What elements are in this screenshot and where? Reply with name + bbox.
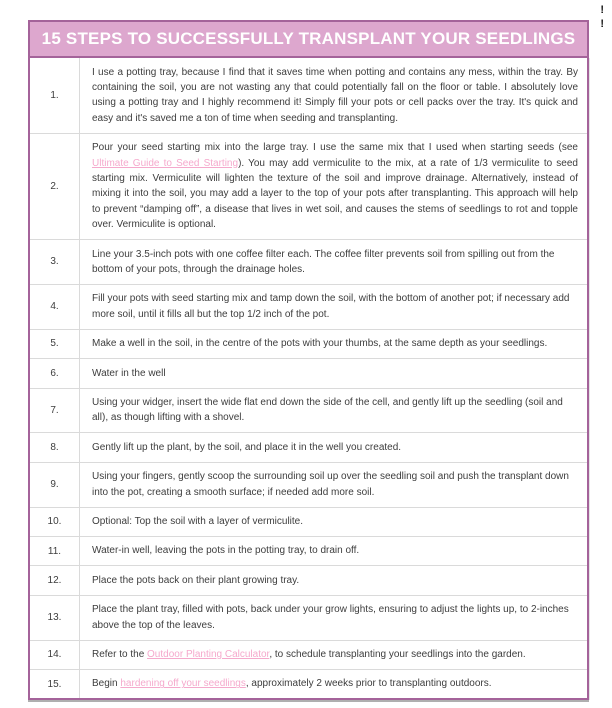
- step-text: [80, 566, 587, 594]
- step-text-segment: ). You may add vermiculite to the mix, at a rate of 1/3 vermiculite to seed starting mix. Vermiculite will lighten the texture of the soil and improve drainage. Alternatively, instead of mixing it into the soil, you may add a layer to the top of your pots after transplanting. This approach will help to prevent “damping off”, a disease that lives in wet soil, and causes the stems of seedlings to rot and topple over. Vermiculite is optional.: [92, 157, 578, 231]
- step-text-segment: Water-in well, leaving the pots in the potting tray, to drain off.: [92, 545, 360, 557]
- exclamation-mark: !: [600, 4, 604, 16]
- steps-table-body: [30, 58, 587, 698]
- step-number: 3.: [30, 240, 80, 284]
- step-number: 1.: [30, 58, 80, 133]
- step-text: [80, 240, 587, 284]
- step-text-segment: , to schedule transplanting your seedlings into the garden.: [269, 649, 526, 661]
- table-row: [30, 595, 587, 640]
- step-number: 4.: [30, 285, 80, 329]
- step-text-segment: Using your fingers, gently scoop the surrounding soil up over the seedling soil and push the transplant down into the pot, creating a smooth surface; if needed add more soil.: [92, 471, 569, 498]
- step-text: [80, 670, 587, 698]
- table-row: [30, 358, 587, 387]
- step-number: 14.: [30, 641, 80, 669]
- step-text: [80, 58, 587, 133]
- step-number: 2.: [30, 134, 80, 239]
- step-text-segment: Begin: [92, 678, 121, 690]
- table-row: [30, 432, 587, 461]
- title-banner: [28, 20, 589, 58]
- page-title: 15 STEPS TO SUCCESSFULLY TRANSPLANT YOUR SEEDLINGS: [41, 29, 576, 48]
- step-text-segment: Optional: Top the soil with a layer of vermiculite.: [92, 516, 304, 528]
- step-link[interactable]: hardening off your seedlings: [120, 678, 246, 690]
- step-text: [80, 596, 587, 640]
- document: [28, 20, 589, 700]
- table-row: [30, 329, 587, 358]
- step-text: [80, 641, 587, 669]
- step-text-segment: Pour your seed starting mix into the large tray. I use the same mix that I used when starting seeds (see: [92, 142, 578, 154]
- table-row: [30, 640, 587, 669]
- step-text: [80, 433, 587, 461]
- step-number: 15.: [30, 670, 80, 698]
- step-number: 9.: [30, 463, 80, 507]
- step-number: 5.: [30, 330, 80, 358]
- table-row: [30, 462, 587, 507]
- step-text-segment: Gently lift up the plant, by the soil, and place it in the well you created.: [92, 441, 402, 453]
- table-row: [30, 536, 587, 565]
- table-row: [30, 669, 587, 698]
- step-link[interactable]: Outdoor Planting Calculator: [147, 649, 270, 661]
- step-text: [80, 285, 587, 329]
- step-number: 6.: [30, 359, 80, 387]
- step-text-segment: Place the plant tray, filled with pots, back under your grow lights, ensuring to adjust the lights up, to 2-inches above the top of the leaves.: [92, 604, 569, 631]
- step-text-segment: , approximately 2 weeks prior to transplanting outdoors.: [245, 678, 492, 690]
- step-text-segment: Make a well in the soil, in the centre of the pots with your thumbs, at the same depth as your seedlings.: [92, 338, 548, 350]
- table-row: [30, 507, 587, 536]
- step-text-segment: Water in the well: [92, 367, 166, 379]
- step-number: 12.: [30, 566, 80, 594]
- step-text: [80, 537, 587, 565]
- step-text: [80, 508, 587, 536]
- table-row: [30, 388, 587, 433]
- step-text: [80, 463, 587, 507]
- step-text-segment: Refer to the: [92, 649, 148, 661]
- step-number: 11.: [30, 537, 80, 565]
- table-row: [30, 58, 587, 133]
- step-link[interactable]: Ultimate Guide to Seed Starting: [92, 157, 239, 169]
- table-row: [30, 239, 587, 284]
- step-text: [80, 359, 587, 387]
- table-row: [30, 133, 587, 239]
- step-text-segment: Place the pots back on their plant growing tray.: [92, 574, 300, 586]
- step-text: [80, 389, 587, 433]
- steps-table: [28, 58, 589, 700]
- step-text-segment: Line your 3.5-inch pots with one coffee filter each. The coffee filter prevents soil from spilling out from the bottom of your pots, through the drainage holes.: [92, 248, 555, 275]
- step-number: 10.: [30, 508, 80, 536]
- step-number: 7.: [30, 389, 80, 433]
- exclamation-mark: !: [600, 18, 604, 30]
- table-row: [30, 284, 587, 329]
- step-text: [80, 330, 587, 358]
- step-number: 13.: [30, 596, 80, 640]
- step-text-segment: Fill your pots with seed starting mix and tamp down the soil, with the bottom of another pot; if necessary add more soil, until it fills all but the top 1/2 inch of the pot.: [92, 293, 570, 320]
- step-text-segment: I use a potting tray, because I find that it saves time when potting and contains any mess, within the tray. By containing the soil, you are not wasting any that could potentially fall on the floor or table. I absolutely love using a potting tray and I highly recommend it! Simply fill your pots or cell packs over the tray. It's quick and easy and it's saved me a ton of time when seeding and transplanting.: [92, 66, 578, 124]
- table-row: [30, 565, 587, 594]
- step-text-segment: Using your widger, insert the wide flat end down the side of the cell, and gently lift up the seedling (soil and all), as though lifting with a shovel.: [92, 397, 563, 424]
- margin-revision-marks: [600, 3, 604, 31]
- step-number: 8.: [30, 433, 80, 461]
- step-text: [80, 134, 587, 239]
